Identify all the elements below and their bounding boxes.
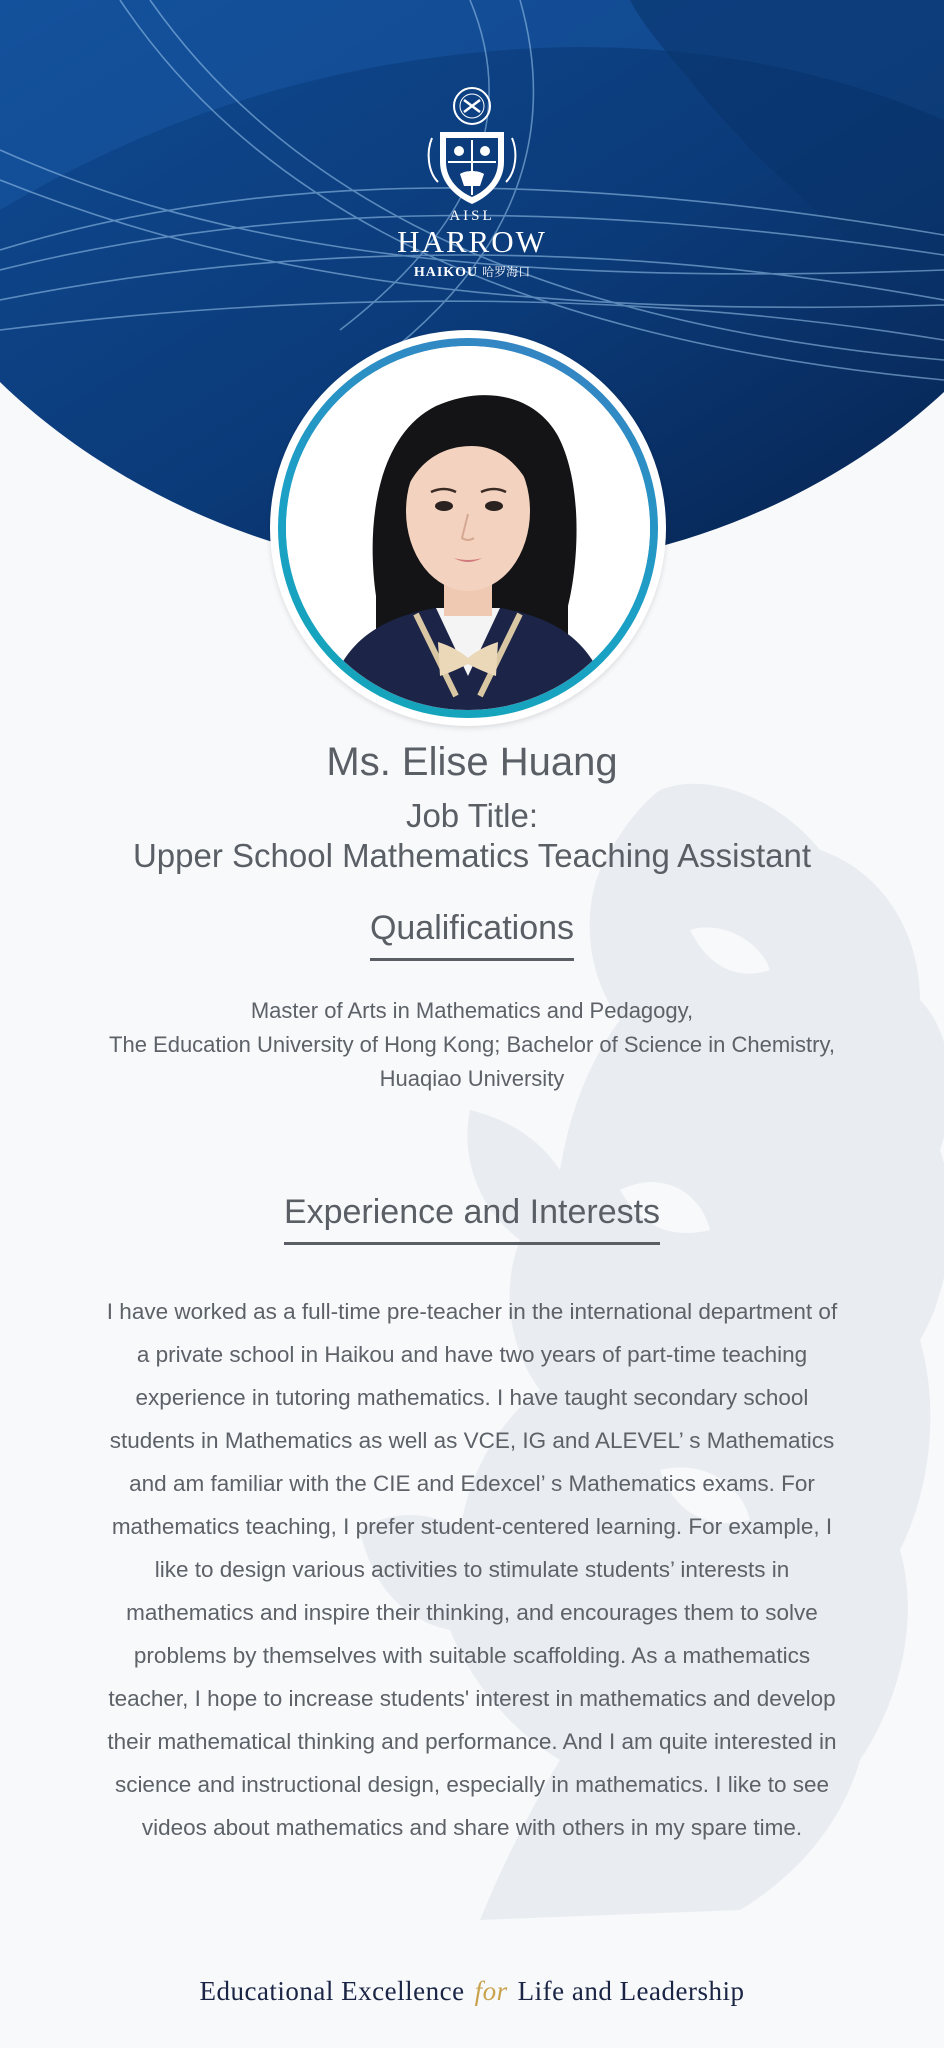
brand-name: HARROW bbox=[397, 224, 547, 259]
motto-part2: Life and Leadership bbox=[517, 1976, 745, 2006]
brand-prefix: AISL bbox=[449, 208, 495, 224]
qualification-line: The Education University of Hong Kong; Bachelor of Science in Chemistry, bbox=[109, 1032, 835, 1057]
school-motto bbox=[0, 1976, 944, 2007]
job-title-label: Job Title: bbox=[405, 797, 539, 834]
portrait-frame bbox=[270, 330, 666, 726]
experience-heading-text: Experience and Interests bbox=[284, 1190, 660, 1245]
qualification-line: Master of Arts in Mathematics and Pedagogy, bbox=[250, 998, 694, 1023]
job-title-block bbox=[0, 796, 944, 876]
profile-photo bbox=[286, 346, 650, 710]
school-logo bbox=[0, 82, 944, 281]
experience-heading bbox=[0, 1190, 944, 1245]
portrait-ring bbox=[278, 338, 658, 718]
qualifications-heading-text: Qualifications bbox=[370, 906, 574, 961]
qualification-line: Huaqiao University bbox=[379, 1066, 565, 1091]
teacher-name: Ms. Elise Huang bbox=[326, 740, 618, 784]
motto-part1: Educational Excellence bbox=[199, 1976, 465, 2006]
harrow-crest-icon bbox=[420, 82, 524, 206]
experience-body: I have worked as a full-time pre-teacher in the international department of a private school in Haikou and have two years of part-time teaching experience in tutoring mathematics. I have taught secondary school students in Mathematics as well as VCE, IG and ALEVEL’ s Mathematics and am familiar with the CIE and Edexcel’ s Mathematics exams. For mathematics teaching, I prefer student-centered learning. For example, I like to design various activities to stimulate students’ interests in mathematics and inspire their thinking, and encourages them to solve problems by themselves with suitable scaffolding. As a mathematics teacher, I hope to increase students' interest in mathematics and develop their mathematical thinking and performance. And I am quite interested in science and instructional design, especially in mathematics. I like to see videos about mathematics and share with others in my spare time. bbox=[106, 1299, 838, 1840]
qualifications-text bbox=[60, 994, 884, 1096]
motto-connector: for bbox=[474, 1976, 508, 2006]
brand-campus bbox=[0, 263, 944, 281]
campus-name: HAIKOU bbox=[413, 265, 479, 280]
portrait-illustration bbox=[286, 346, 650, 710]
campus-name-cn: 哈罗海口 bbox=[482, 265, 531, 279]
qualifications-heading bbox=[0, 906, 944, 961]
job-title: Upper School Mathematics Teaching Assistant bbox=[132, 837, 812, 874]
